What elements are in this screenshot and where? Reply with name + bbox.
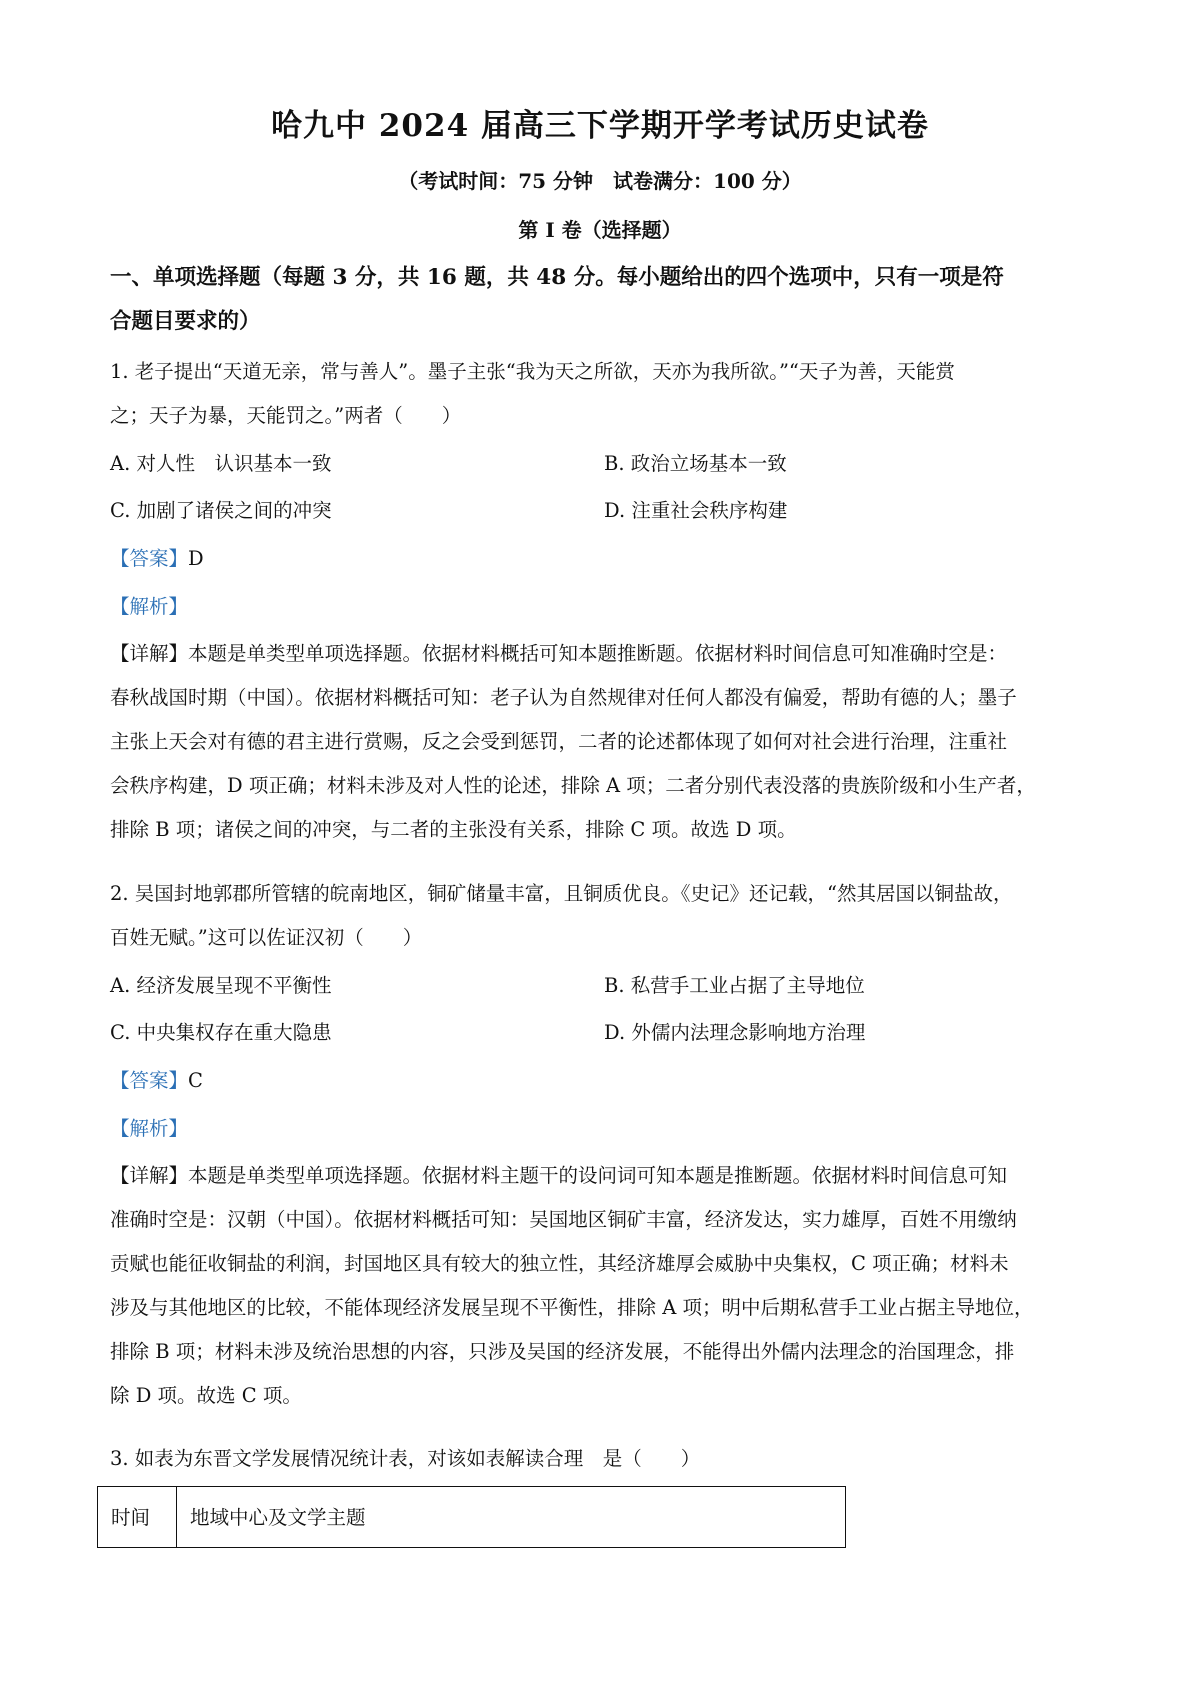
q2-detail-line: 【详解】本题是单类型单项选择题。依据材料主题干的设问词可知本题是推断题。依据材料时间信息可知 bbox=[110, 1164, 1008, 1187]
q3-table-header-region: 地域中心及文学主题 bbox=[190, 1506, 366, 1529]
q3-stem: 3. 如表为东晋文学发展情况统计表，对该如表解读合理 是（ ） bbox=[110, 1447, 701, 1470]
q2-analysis-tag: 【解析】 bbox=[110, 1117, 189, 1140]
q2-detail-line: 贡赋也能征收铜盐的利润，封国地区具有较大的独立性，其经济雄厚会威胁中央集权，C 项正确；材料未 bbox=[110, 1252, 1009, 1275]
q1-detail-line: 【详解】本题是单类型单项选择题。依据材料概括可知本题推断题。依据材料时间信息可知准确时空是： bbox=[110, 642, 1008, 665]
q2-option-a: A. 经济发展呈现不平衡性 bbox=[110, 974, 332, 997]
q2-detail-line: 涉及与其他地区的比较，不能体现经济发展呈现不平衡性，排除 A 项；明中后期私营手工业占据主导地位， bbox=[110, 1296, 1034, 1319]
q1-answer-value: D bbox=[188, 547, 204, 570]
q1-stem-line2: 之；天子为暴，天能罚之。”两者（ ） bbox=[110, 404, 462, 427]
q2-detail-line: 排除 B 项；材料未涉及统治思想的内容，只涉及吴国的经济发展，不能得出外儒内法理念的治国理念，排 bbox=[110, 1340, 1015, 1363]
q3-table bbox=[97, 1486, 846, 1548]
q1-analysis-tag: 【解析】 bbox=[110, 595, 189, 618]
q2-option-c: C. 中央集权存在重大隐患 bbox=[110, 1021, 332, 1044]
q1-detail bbox=[110, 632, 1095, 852]
q1-option-c: C. 加剧了诸侯之间的冲突 bbox=[110, 499, 332, 522]
q1-detail-line: 排除 B 项；诸侯之间的冲突，与二者的主张没有关系，排除 C 项。故选 D 项。 bbox=[110, 818, 797, 841]
q1-option-b: B. 政治立场基本一致 bbox=[604, 452, 787, 475]
section-heading bbox=[110, 256, 1095, 344]
q2-detail-line: 除 D 项。故选 C 项。 bbox=[110, 1384, 302, 1407]
q1-detail-line: 春秋战国时期（中国）。依据材料概括可知：老子认为自然规律对任何人都没有偏爱，帮助有德的人；墨子 bbox=[110, 686, 1017, 709]
q2-option-d: D. 外儒内法理念影响地方治理 bbox=[604, 1021, 866, 1044]
q2-answer-value: C bbox=[188, 1069, 203, 1092]
q2-answer-tag: 【答案】 bbox=[110, 1069, 189, 1092]
q2-option-b: B. 私营手工业占据了主导地位 bbox=[604, 974, 865, 997]
q3-table-header-time: 时间 bbox=[98, 1487, 177, 1547]
q2-detail-line: 准确时空是：汉朝（中国）。依据材料概括可知：吴国地区铜矿丰富，经济发达，实力雄厚，百姓不用缴纳 bbox=[110, 1208, 1017, 1231]
q1-answer bbox=[110, 545, 204, 573]
exam-title: 哈九中 2024 届高三下学期开学考试历史试卷 bbox=[271, 108, 929, 144]
q2-detail bbox=[110, 1154, 1095, 1418]
exam-subtitle: （考试时间：75 分钟 试卷满分：100 分） bbox=[398, 169, 802, 193]
q1-option-d: D. 注重社会秩序构建 bbox=[604, 499, 788, 522]
q1-stem-line1: 1. 老子提出“天道无亲，常与善人”。墨子主张“我为天之所欲，天亦为我所欲。”“天子为善，天能赏 bbox=[110, 360, 955, 383]
q1-answer-tag: 【答案】 bbox=[110, 547, 189, 570]
q2-answer bbox=[110, 1067, 203, 1095]
section-heading-line2: 合题目要求的） bbox=[110, 309, 261, 334]
part-heading: 第 I 卷（选择题） bbox=[518, 218, 682, 242]
q1-option-a: A. 对人性 认识基本一致 bbox=[110, 452, 332, 475]
q2-stem-line2: 百姓无赋。”这可以佐证汉初（ ） bbox=[110, 926, 423, 949]
q1-detail-line: 主张上天会对有德的君主进行赏赐，反之会受到惩罚，二者的论述都体现了如何对社会进行治理，注重社 bbox=[110, 730, 1008, 753]
section-heading-line1: 一、单项选择题（每题 3 分，共 16 题，共 48 分。每小题给出的四个选项中，只有一项是符 bbox=[110, 265, 1004, 290]
q1-detail-line: 会秩序构建，D 项正确；材料未涉及对人性的论述，排除 A 项；二者分别代表没落的贵族阶级和小生产者， bbox=[110, 774, 1036, 797]
q2-stem-line1: 2. 吴国封地郭郡所管辖的皖南地区，铜矿储量丰富，且铜质优良。《史记》还记载，“然其居国以铜盐故， bbox=[110, 882, 1013, 905]
